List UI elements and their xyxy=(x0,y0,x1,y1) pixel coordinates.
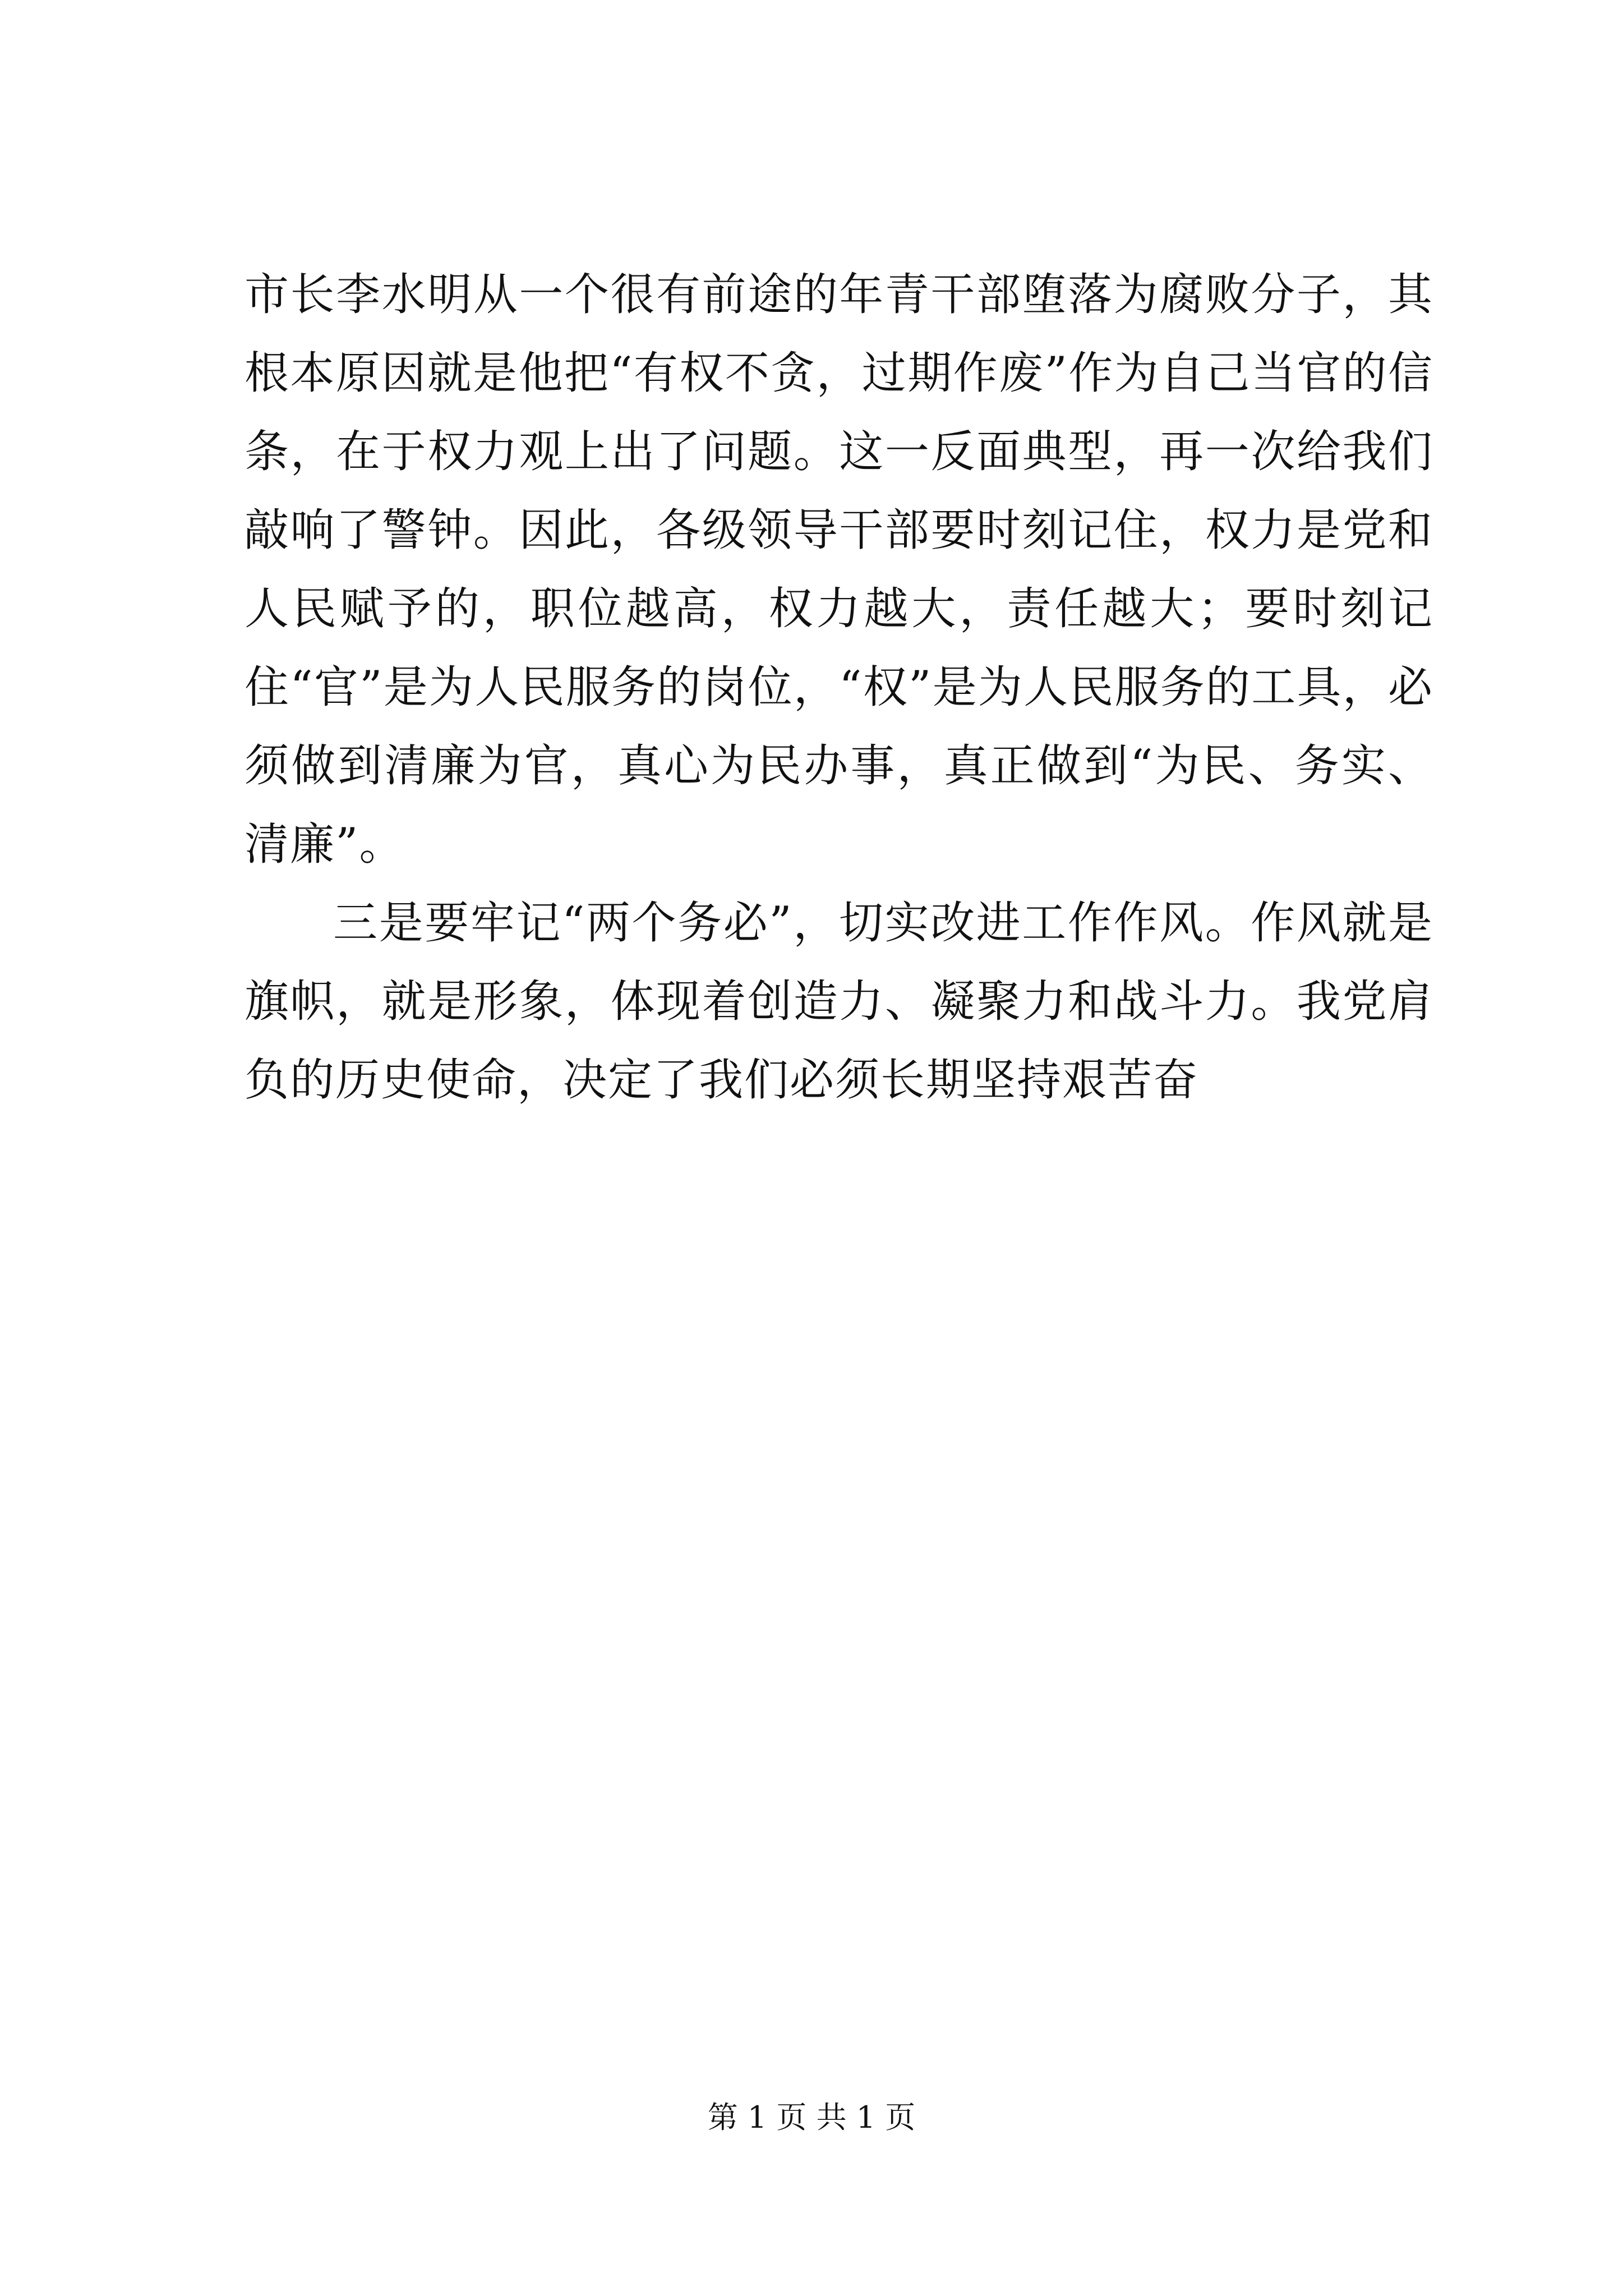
paragraph-three-two-musts: 三是要牢记“两个务必”，切实改进工作作风。作风就是旗帜，就是形象，体现着创造力、凝聚力和战斗力。我党肩负的历史使命，决定了我们必须长期坚持艰苦奋 xyxy=(245,897,1433,1106)
paragraph-continued: 市长李水明从一个很有前途的年青干部堕落为腐败分子，其根本原因就是他把“有权不贪，过期作废”作为自己当官的信条，在于权力观上出了问题。这一反面典型，再一次给我们敲响了警钟。因此，各级领导干部要时刻记住，权力是党和人民赋予的，职位越高，权力越大，责任越大；要时刻记住“官”是为人民服务的岗位，“权”是为人民服务的工具，必须做到清廉为官，真心为民办事，真正做到“为民、务实、清廉”。 xyxy=(245,269,1433,870)
document-body xyxy=(245,255,1433,1119)
page-footer: 第 1 页 共 1 页 xyxy=(707,2100,916,2135)
